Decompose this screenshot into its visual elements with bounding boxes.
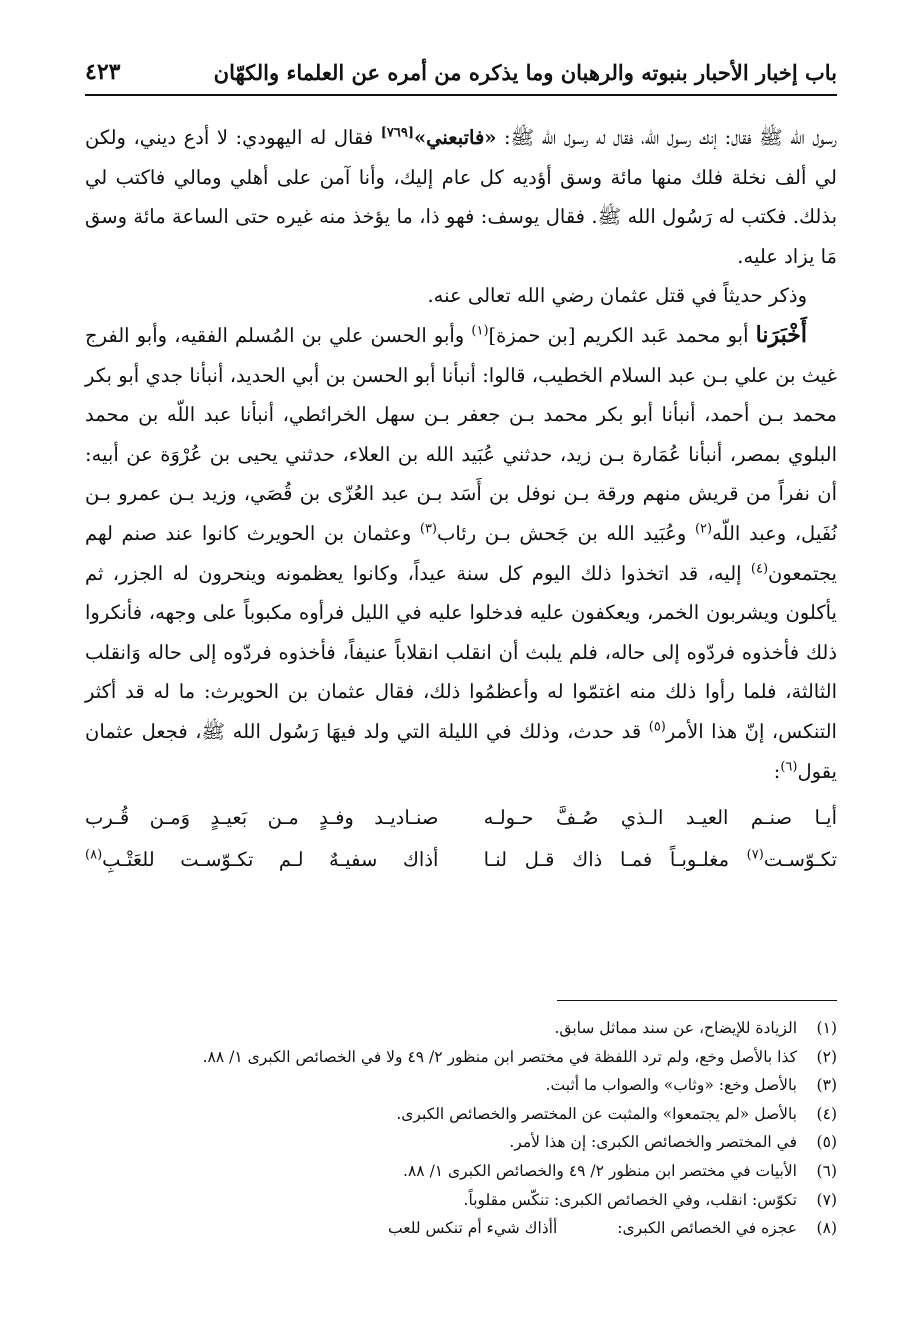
footnote-ref-7: (٧) [746,847,764,863]
footnote-item [85,1186,837,1215]
footnote-text: كذا بالأصل وخ‍ع، ولم ترد اللفظة في مختصر ابن منظور ٢/ ٤٩ ولا في الخصائص الكبرى ١/ ٨٨. [202,1047,797,1066]
footnote-item [85,1157,837,1186]
paragraph-2 [85,276,837,316]
footnote-text: تكوّس: انقلب، وفي الخصائص الكبرى: تنكّس مقلوباً. [463,1190,797,1209]
footnote-ref-2: (٢) [694,521,713,537]
text-run: أبو محمد عَبد الكريم [بن حمزة] [488,323,756,347]
verse-2-second-hemistich [85,839,438,881]
footnote-number: (٦) [816,1161,837,1180]
paragraph-3 [85,316,837,791]
chapter-title: باب إخبار الأحبار بنبوته والرهبان وما يذكره من أمره عن العلماء والكهّان [213,59,837,85]
footnote-item [85,1071,837,1100]
footnote-ref-6: (٦) [780,759,798,774]
text-run: أذاك سفيـهٌ لـم تكـوّسـت للعَتْـبِ [102,848,439,872]
footnote-ref-8: (٨) [85,847,103,863]
footnote-verse: أأذاك شيء أم تنكس للعب [388,1219,558,1238]
hadith-number: [٧٦٩] [380,125,414,141]
text-run: تكـوّسـت [763,848,837,872]
quote: «فاتبعني» [413,126,497,149]
page-number: ٤٢٣ [85,59,121,85]
verse-1-first-hemistich: أيـا صنـم العيـد الـذي صُـفَّ حـولـه [483,806,837,830]
footnote-text: الأبيات في مختصر ابن منظور ٢/ ٤٩ والخصائص الكبرى ١/ ٨٨. [403,1161,797,1180]
footnote-number: (٤) [816,1104,837,1123]
footnote-ref-5: (٥) [648,719,666,735]
footnote-number: (١) [816,1019,837,1037]
text-run: وعثمان بن الحويرث كانوا عند صنم لهم يجتمعون [85,521,837,585]
footnote-text: في المختصر والخصائص الكبرى: إن هذا لأمر. [509,1133,797,1152]
footnote-divider [557,1000,837,1001]
footnote-text: بالأصل وخ‍ع: «وثاب» والصواب ما أثبت. [545,1076,797,1095]
main-text [85,118,837,881]
footnote-ref-4: (٤) [750,561,769,577]
footnote-number: (٥) [816,1133,837,1152]
footnote-item [85,1128,837,1157]
footnote-item [85,1014,837,1043]
footnote-item [85,1214,837,1243]
footnote-item [85,1100,837,1129]
footnote-number: (٣) [816,1076,837,1095]
text-run: فقال له اليهودي: لا أدع ديني، ولكن لي ألف نخلة فلك منها مائة وسق أؤديه كل عام إليك، وأنا آمن على أهلي ومالي فاكتب لي بذلك. فكتب له رَسُول الله ﷺ. فقال يوسف: فهو ذا، ما يؤخذ منه غيره حتى الساعة مائة وسق مَا يزاد عليه. [85,126,837,268]
footnote-text: الزيادة للإيضاح، عن سند مماثل سابق. [554,1019,797,1037]
footnotes [85,1014,837,1243]
verse-2 [85,839,837,881]
text-run: إليه، قد اتخذوا ذلك اليوم كل سنة عيداً، وكانوا يعظمونه وينحرون له الجزر، ثم يأكلون ويشربون الخمر، ويعكفون عليه فدخلوا عليه في الليل فرأوه مكبوباً على وجهه، فأنكروا ذلك فأخذوه فردّوه إلى حاله، فلم يلبث أن انقلب انقلاباً عنيفاً، فأخذوه فردّوه إلى حاله وَانقلب الثالثة، فلما رأوا ذلك منه اغتمّوا له وأعظمُوا ذلك، فقال عثمان بن الحويرث: ما له قد أكثر التنكس، إنّ هذا الأمر [85,561,837,743]
footnote-item [85,1043,837,1072]
footnote-text [85,1214,797,1243]
footnote-number: (٨) [816,1219,837,1238]
footnote-ref-3: (٣) [419,521,437,537]
verse-1-second-hemistich: صنـاديـد وفـدٍ مـن بَعيـدٍ وَمـن قُـرب [85,806,439,830]
footnote-ref-1: (١) [471,323,489,339]
text-run: مغلـوبـاً فمـا ذاك قـل لنـا [483,848,747,872]
footnote-number: (٧) [816,1190,837,1209]
lead-word: أَخْبَرَنا [755,321,807,348]
paragraph-1 [85,118,837,276]
running-header [85,50,837,96]
text-run: رسول الله ﷺ فقال: إنك رسول الله، فقال له رسول الله ﷺ: [496,126,837,149]
text-run: وذكر حديثاً في قتل عثمان رضي الله تعالى عنه. [427,284,807,308]
verse-1 [85,797,837,839]
text-run: وعُبَيد الله بن جَحش بـن رئاب [437,521,695,545]
verse-2-first-hemistich [484,839,837,881]
text-run: قد حدث، وذلك في الليلة التي ولد فيهَا رَسُول الله ﷺ، فجعل عثمان يقول [85,719,837,783]
footnote-text: بالأصل «لم يجتمعوا» والمثبت عن المختصر والخصائص الكبرى. [396,1104,797,1123]
footnote-number: (٢) [816,1047,837,1066]
text-run: : [773,759,781,783]
text-run: وأبو الحسن علي بن المُسلم الفقيه، وأبو الفرج غيث بن علي بـن عبد السلام الخطيب، قالوا: أنبأنا أبو الحسن بن أبي الحديد، أنبأنا جدي أبو بكر محمد بـن أحمد، أنبأنا أبو بكر محمد بـن جعفر بـن سهل الخرائطي، أنبأنا عبد اللّه بن محمد البلوي بمصر، أنبأنا عُمَارة بـن زيد، حدثني عُبَيد الله بن العلاء، حدثني يحيى بن عُرْوَة عن أبيه: أن نفراً من قريش منهم ورقة بـن نوفل بن أَسَد بـن عبد العُزّى بن قُصَي، وزيد بـن عمرو بـن نُفَيل، وعبد اللّه [85,323,837,545]
poem [85,797,837,881]
footnote-text-run: عجزه في الخصائص الكبرى: [617,1219,797,1238]
